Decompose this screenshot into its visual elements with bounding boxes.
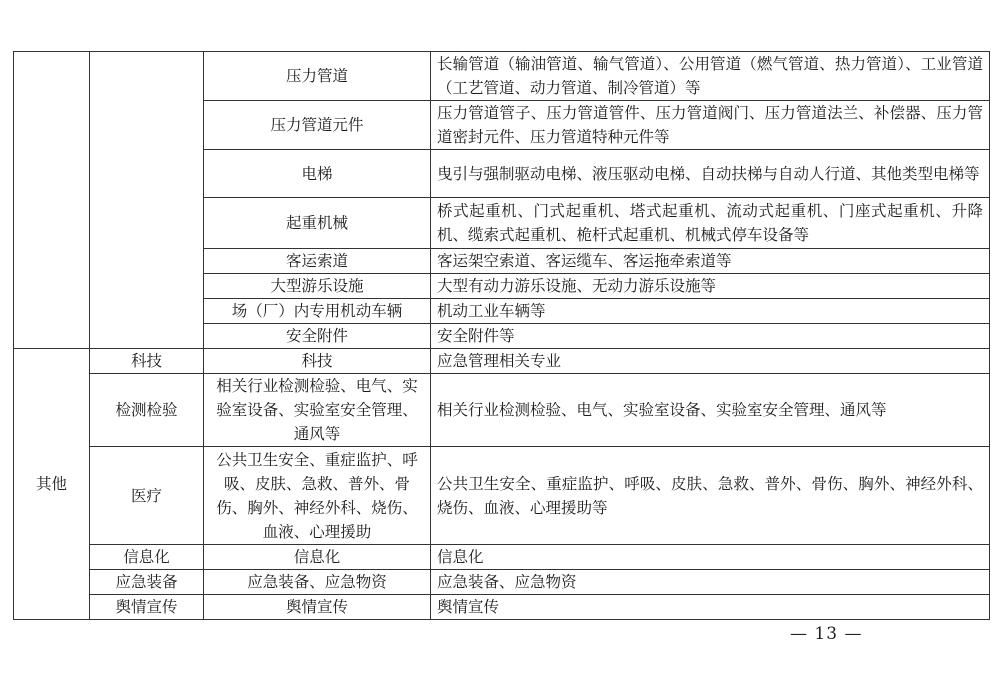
desc-cell: 应急装备、应急物资 (431, 570, 990, 595)
table-row (14, 447, 990, 545)
expert-category-table (13, 51, 990, 620)
table-row (14, 570, 990, 595)
subcategory-cell: 医疗 (90, 447, 204, 545)
page-number: — 13 — (790, 624, 863, 644)
table-row (14, 595, 990, 620)
item-cell: 电梯 (204, 150, 431, 198)
table-row (14, 52, 990, 101)
subcategory-cell: 检测检验 (90, 374, 204, 447)
desc-cell: 舆情宣传 (431, 595, 990, 620)
item-cell: 科技 (204, 349, 431, 374)
table-row (14, 545, 990, 570)
item-cell: 舆情宣传 (204, 595, 431, 620)
table-row (14, 349, 990, 374)
subcategory-cell: 信息化 (90, 545, 204, 570)
desc-cell: 安全附件等 (431, 324, 990, 349)
item-cell: 应急装备、应急物资 (204, 570, 431, 595)
desc-cell: 相关行业检测检验、电气、实验室设备、实验室安全管理、通风等 (431, 374, 990, 447)
desc-cell: 压力管道管子、压力管道管件、压力管道阀门、压力管道法兰、补偿器、压力管道密封元件、压力管道特种元件等 (431, 101, 990, 150)
subcategory-cell: 舆情宣传 (90, 595, 204, 620)
item-cell: 场（厂）内专用机动车辆 (204, 299, 431, 324)
item-cell: 相关行业检测检验、电气、实验室设备、实验室安全管理、通风等 (204, 374, 431, 447)
desc-cell: 应急管理相关专业 (431, 349, 990, 374)
subcategory-cell: 科技 (90, 349, 204, 374)
desc-cell: 长输管道（输油管道、输气管道）、公用管道（燃气管道、热力管道）、工业管道（工艺管道、动力管道、制冷管道）等 (431, 52, 990, 101)
desc-cell: 信息化 (431, 545, 990, 570)
subcategory-cell: 应急装备 (90, 570, 204, 595)
item-cell: 公共卫生安全、重症监护、呼吸、皮肤、急救、普外、骨伤、胸外、神经外科、烧伤、血液、心理援助 (204, 447, 431, 545)
item-cell: 压力管道 (204, 52, 431, 101)
item-cell: 客运索道 (204, 249, 431, 274)
desc-cell: 桥式起重机、门式起重机、塔式起重机、流动式起重机、门座式起重机、升降机、缆索式起重机、桅杆式起重机、机械式停车设备等 (431, 198, 990, 249)
category-cell-empty (14, 52, 90, 349)
category-cell: 其他 (14, 349, 90, 620)
item-cell: 大型游乐设施 (204, 274, 431, 299)
table-row (14, 374, 990, 447)
item-cell: 起重机械 (204, 198, 431, 249)
desc-cell: 公共卫生安全、重症监护、呼吸、皮肤、急救、普外、骨伤、胸外、神经外科、烧伤、血液、心理援助等 (431, 447, 990, 545)
desc-cell: 客运架空索道、客运缆车、客运拖牵索道等 (431, 249, 990, 274)
item-cell: 安全附件 (204, 324, 431, 349)
desc-cell: 机动工业车辆等 (431, 299, 990, 324)
item-cell: 压力管道元件 (204, 101, 431, 150)
desc-cell: 曳引与强制驱动电梯、液压驱动电梯、自动扶梯与自动人行道、其他类型电梯等 (431, 150, 990, 198)
item-cell: 信息化 (204, 545, 431, 570)
desc-cell: 大型有动力游乐设施、无动力游乐设施等 (431, 274, 990, 299)
subcategory-cell-empty (90, 52, 204, 349)
